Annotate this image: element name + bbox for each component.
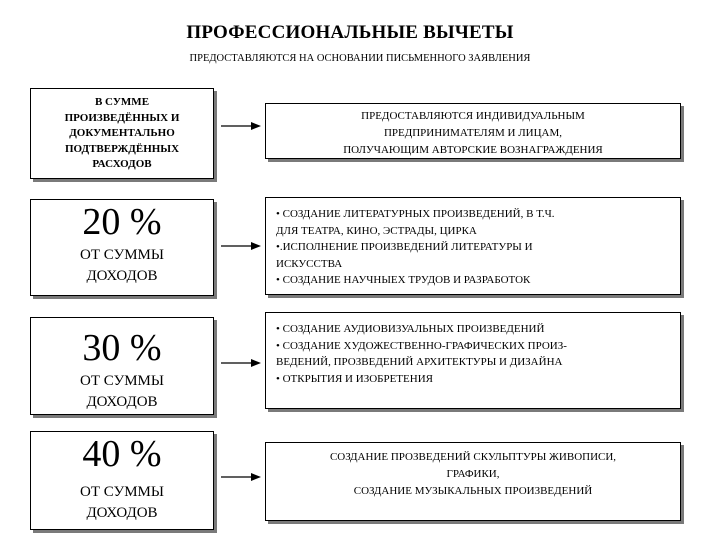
recipients-box bbox=[265, 103, 681, 159]
text-line: ДОХОДОВ bbox=[86, 394, 158, 410]
text-line: ПРОИЗВЕДЁННЫХ И bbox=[64, 111, 180, 124]
text-line: ПРЕДОСТАВЛЯЮТСЯ ИНДИВИДУАЛЬНЫМ bbox=[361, 110, 585, 122]
arrow-right-icon bbox=[221, 240, 261, 252]
recipients-text bbox=[272, 108, 674, 159]
list-item: •.ИСПОЛНЕНИЕ ПРОИЗВЕДЕНИЙ ЛИТЕРАТУРЫ И bbox=[276, 241, 533, 253]
list-item: • СОЗДАНИЕ ЛИТЕРАТУРНЫХ ПРОИЗВЕДЕНИЙ, В Т.Ч. bbox=[276, 208, 555, 220]
deduction-30-box bbox=[30, 317, 214, 415]
activities-20-box bbox=[265, 197, 681, 295]
activities-30-box bbox=[265, 312, 681, 409]
text-line: ДОКУМЕНТАЛЬНО bbox=[69, 127, 175, 139]
list-item: • СОЗДАНИЕ НАУЧНЫЕХ ТРУДОВ И РАЗРАБОТОК bbox=[276, 274, 531, 286]
text-line: РАСХОДОВ bbox=[92, 158, 152, 170]
percent-value: 30 % bbox=[82, 327, 162, 369]
arrow-right-icon bbox=[221, 120, 261, 132]
activities-list bbox=[276, 206, 674, 289]
percent-caption bbox=[31, 371, 213, 413]
deduction-20-box bbox=[30, 199, 214, 296]
text-line: СОЗДАНИЕ МУЗЫКАЛЬНЫХ ПРОИЗВЕДЕНИЙ bbox=[353, 485, 593, 497]
text-line: ПОЛУЧАЮЩИМ АВТОРСКИЕ ВОЗНАГРАЖДЕНИЯ bbox=[343, 144, 603, 156]
list-item: ИСКУССТВА bbox=[276, 257, 343, 270]
text-line: ОТ СУММЫ bbox=[80, 484, 164, 500]
text-line: ГРАФИКИ, bbox=[446, 468, 500, 480]
list-item: • СОЗДАНИЕ АУДИОВИЗУАЛЬНЫХ ПРОИЗВЕДЕНИЙ bbox=[276, 323, 545, 335]
text-line: ПРЕДПРИНИМАТЕЛЯМ И ЛИЦАМ, bbox=[383, 127, 563, 139]
deduction-40-box bbox=[30, 431, 214, 530]
list-item: ДЛЯ ТЕАТРА, КИНО, ЭСТРАДЫ, ЦИРКА bbox=[276, 224, 477, 237]
page-subtitle: ПРЕДОСТАВЛЯЮТСЯ НА ОСНОВАНИИ ПИСЬМЕННОГО ЗАЯВЛЕНИЯ bbox=[189, 53, 531, 64]
arrow-right-icon bbox=[221, 471, 261, 483]
deduction-basis-box bbox=[30, 88, 214, 179]
text-line: В СУММЕ bbox=[94, 96, 150, 108]
activities-list bbox=[276, 321, 674, 387]
text-line: СОЗДАНИЕ ПРОЗВЕДЕНИЙ СКУЛЬПТУРЫ ЖИВОПИСИ, bbox=[329, 451, 617, 463]
percent-value: 40 % bbox=[82, 433, 162, 475]
list-item: • СОЗДАНИЕ ХУДОЖЕСТВЕННО-ГРАФИЧЕСКИХ ПРОИЗ- bbox=[276, 339, 567, 352]
text-line: ДОХОДОВ bbox=[86, 268, 158, 284]
percent-value: 20 % bbox=[82, 201, 162, 243]
text-line: ПОДТВЕРЖДЁННЫХ bbox=[64, 142, 180, 155]
text-line: ОТ СУММЫ bbox=[80, 247, 164, 263]
deduction-basis-text bbox=[35, 95, 209, 173]
list-item: ВЕДЕНИЙ, ПРОЗВЕДЕНИЙ АРХИТЕКТУРЫ И ДИЗАЙНА bbox=[276, 356, 563, 368]
list-item: • ОТКРЫТИЯ И ИЗОБРЕТЕНИЯ bbox=[276, 372, 433, 385]
activities-40-box bbox=[265, 442, 681, 521]
arrow-right-icon bbox=[221, 357, 261, 369]
text-line: ДОХОДОВ bbox=[86, 505, 158, 521]
activities-text bbox=[272, 449, 674, 500]
text-line: ОТ СУММЫ bbox=[80, 373, 164, 389]
percent-caption bbox=[31, 482, 213, 524]
page-title: ПРОФЕССИОНАЛЬНЫЕ ВЫЧЕТЫ bbox=[186, 22, 514, 43]
percent-caption bbox=[31, 245, 213, 287]
